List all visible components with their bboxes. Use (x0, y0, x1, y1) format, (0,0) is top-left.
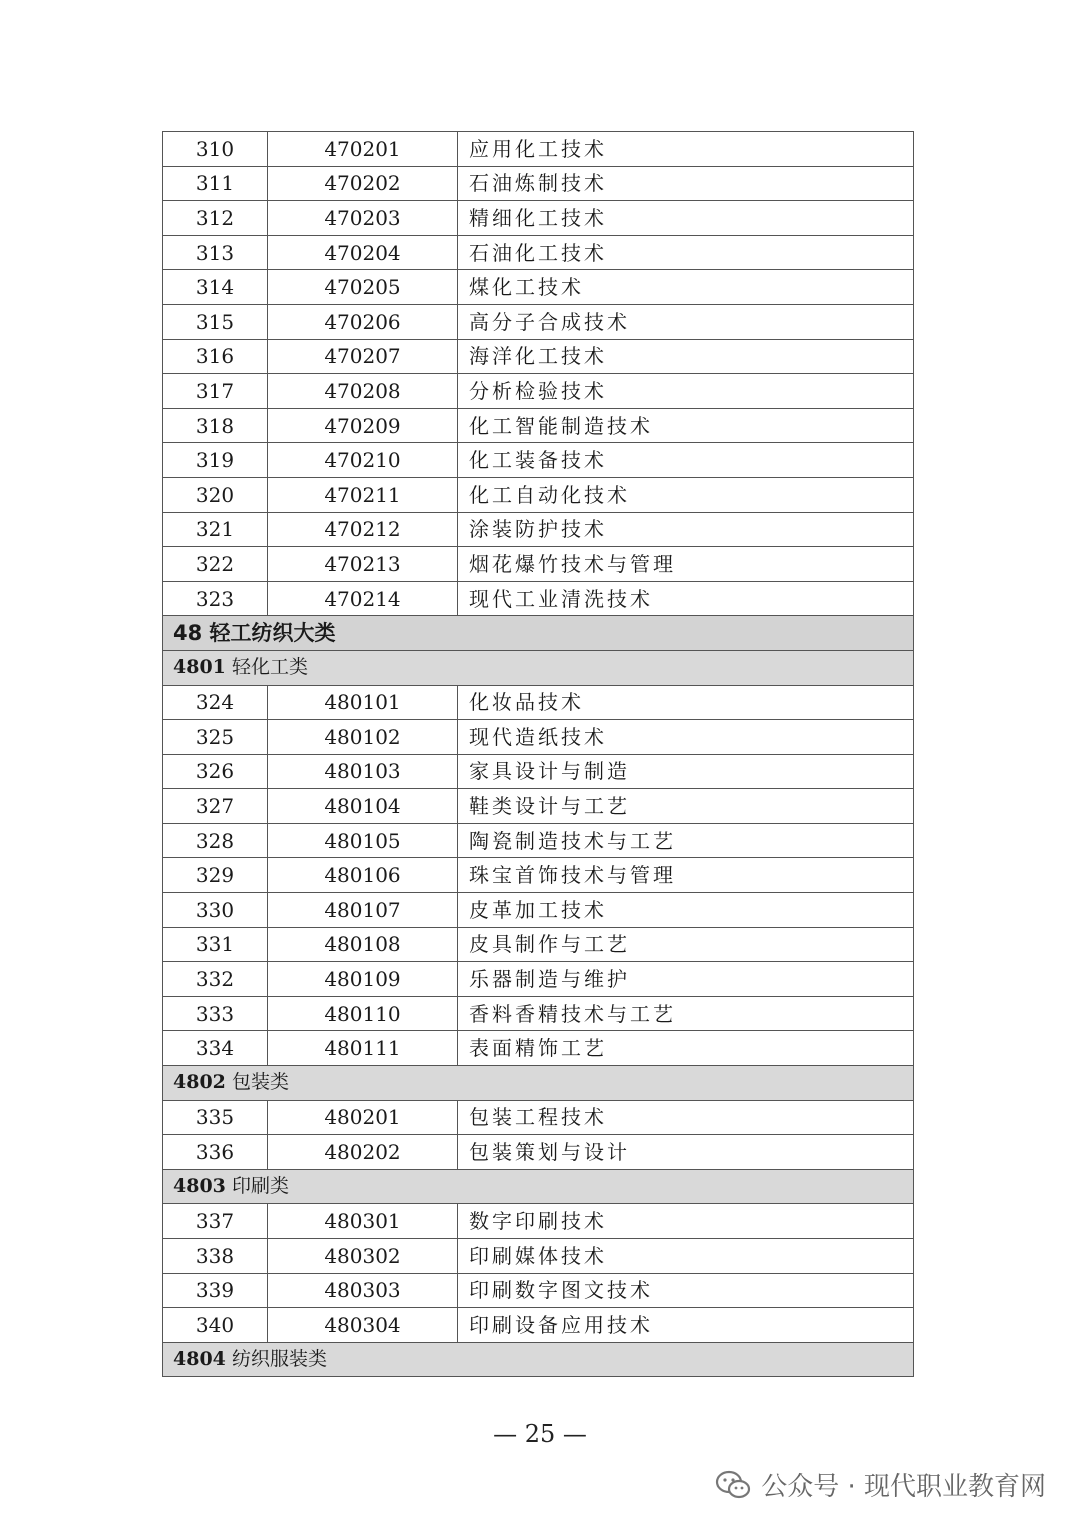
code-cell: 470211 (268, 477, 458, 512)
name-cell: 高分子合成技术 (458, 304, 914, 339)
code-cell: 480108 (268, 927, 458, 962)
table-row (163, 443, 914, 478)
name-cell: 印刷媒体技术 (458, 1239, 914, 1274)
seq-cell: 319 (163, 443, 268, 478)
seq-cell: 327 (163, 789, 268, 824)
seq-cell: 315 (163, 304, 268, 339)
table-row (163, 754, 914, 789)
code-cell: 470201 (268, 132, 458, 167)
code-cell: 470213 (268, 547, 458, 582)
name-cell: 应用化工技术 (458, 132, 914, 167)
name-cell: 包装工程技术 (458, 1100, 914, 1135)
code-cell: 470207 (268, 339, 458, 374)
name-cell: 现代工业清洗技术 (458, 581, 914, 616)
code-cell: 470208 (268, 374, 458, 409)
name-cell: 化工装备技术 (458, 443, 914, 478)
table-row (163, 270, 914, 305)
wechat-icon (715, 1470, 751, 1500)
code-cell: 480104 (268, 789, 458, 824)
table-row (163, 374, 914, 409)
table-row (163, 304, 914, 339)
table-row (163, 1204, 914, 1239)
table-row (163, 512, 914, 547)
sub-category-row (163, 650, 914, 685)
seq-cell: 316 (163, 339, 268, 374)
name-cell: 陶瓷制造技术与工艺 (458, 823, 914, 858)
table-row (163, 720, 914, 755)
table-row (163, 132, 914, 167)
sub-category-row (163, 1169, 914, 1204)
code-cell: 480101 (268, 685, 458, 720)
name-cell: 涂装防护技术 (458, 512, 914, 547)
code-cell: 470210 (268, 443, 458, 478)
table-row (163, 996, 914, 1031)
seq-cell: 317 (163, 374, 268, 409)
code-cell: 470205 (268, 270, 458, 305)
table-row (163, 547, 914, 582)
seq-cell: 329 (163, 858, 268, 893)
seq-cell: 320 (163, 477, 268, 512)
seq-cell: 325 (163, 720, 268, 755)
seq-cell: 310 (163, 132, 268, 167)
table-row (163, 339, 914, 374)
name-cell: 包装策划与设计 (458, 1135, 914, 1170)
code-cell: 470214 (268, 581, 458, 616)
seq-cell: 331 (163, 927, 268, 962)
code-cell: 470203 (268, 201, 458, 236)
table-row (163, 962, 914, 997)
sub-category-code: 4801 (173, 656, 226, 679)
table-row (163, 927, 914, 962)
table-row (163, 789, 914, 824)
name-cell: 烟花爆竹技术与管理 (458, 547, 914, 582)
name-cell: 家具设计与制造 (458, 754, 914, 789)
table-row (163, 1031, 914, 1066)
code-cell: 480303 (268, 1273, 458, 1308)
name-cell: 石油化工技术 (458, 235, 914, 270)
table-row (163, 408, 914, 443)
code-cell: 480301 (268, 1204, 458, 1239)
code-cell: 470212 (268, 512, 458, 547)
name-cell: 表面精饰工艺 (458, 1031, 914, 1066)
sub-category-code: 4802 (173, 1071, 226, 1094)
seq-cell: 338 (163, 1239, 268, 1274)
code-cell: 470204 (268, 235, 458, 270)
code-cell: 480304 (268, 1308, 458, 1343)
sub-category-row (163, 1342, 914, 1377)
sub-category-label: 印刷类 (231, 1175, 289, 1198)
major-category-label: 48 轻工纺织大类 (163, 616, 914, 651)
sub-category-label: 包装类 (231, 1071, 289, 1094)
seq-cell: 336 (163, 1135, 268, 1170)
code-cell: 480103 (268, 754, 458, 789)
page-number: — 25 — (493, 1420, 587, 1448)
sub-category-row (163, 1066, 914, 1101)
table-row (163, 893, 914, 928)
seq-cell: 337 (163, 1204, 268, 1239)
name-cell: 印刷设备应用技术 (458, 1308, 914, 1343)
table-row (163, 581, 914, 616)
sub-category-label: 轻化工类 (231, 656, 308, 679)
code-cell: 480110 (268, 996, 458, 1031)
seq-cell: 335 (163, 1100, 268, 1135)
seq-cell: 339 (163, 1273, 268, 1308)
code-cell: 480106 (268, 858, 458, 893)
name-cell: 皮具制作与工艺 (458, 927, 914, 962)
table-row (163, 1308, 914, 1343)
table-row (163, 1239, 914, 1274)
seq-cell: 330 (163, 893, 268, 928)
code-cell: 470209 (268, 408, 458, 443)
name-cell: 数字印刷技术 (458, 1204, 914, 1239)
seq-cell: 324 (163, 685, 268, 720)
table-row (163, 1135, 914, 1170)
code-cell: 480201 (268, 1100, 458, 1135)
seq-cell: 314 (163, 270, 268, 305)
table-row (163, 858, 914, 893)
name-cell: 香料香精技术与工艺 (458, 996, 914, 1031)
name-cell: 印刷数字图文技术 (458, 1273, 914, 1308)
seq-cell: 333 (163, 996, 268, 1031)
code-cell: 480105 (268, 823, 458, 858)
seq-cell: 322 (163, 547, 268, 582)
seq-cell: 334 (163, 1031, 268, 1066)
seq-cell: 312 (163, 201, 268, 236)
name-cell: 精细化工技术 (458, 201, 914, 236)
watermark-text: 公众号 · 现代职业教育网 (761, 1472, 1046, 1502)
table-row (163, 823, 914, 858)
name-cell: 分析检验技术 (458, 374, 914, 409)
code-cell: 480102 (268, 720, 458, 755)
code-cell: 480302 (268, 1239, 458, 1274)
watermark (715, 1466, 1046, 1503)
seq-cell: 313 (163, 235, 268, 270)
code-cell: 470202 (268, 166, 458, 201)
sub-category-code: 4803 (173, 1175, 226, 1198)
seq-cell: 326 (163, 754, 268, 789)
name-cell: 化工自动化技术 (458, 477, 914, 512)
code-cell: 470206 (268, 304, 458, 339)
table-row (163, 1100, 914, 1135)
code-cell: 480202 (268, 1135, 458, 1170)
seq-cell: 340 (163, 1308, 268, 1343)
name-cell: 皮革加工技术 (458, 893, 914, 928)
name-cell: 化工智能制造技术 (458, 408, 914, 443)
major-catalog-table (162, 131, 914, 1377)
code-cell: 480107 (268, 893, 458, 928)
name-cell: 煤化工技术 (458, 270, 914, 305)
table-row (163, 201, 914, 236)
seq-cell: 328 (163, 823, 268, 858)
name-cell: 海洋化工技术 (458, 339, 914, 374)
seq-cell: 318 (163, 408, 268, 443)
major-category-row (163, 616, 914, 651)
table-row (163, 166, 914, 201)
seq-cell: 332 (163, 962, 268, 997)
table-row (163, 235, 914, 270)
table-row (163, 685, 914, 720)
name-cell: 现代造纸技术 (458, 720, 914, 755)
name-cell: 化妆品技术 (458, 685, 914, 720)
code-cell: 480109 (268, 962, 458, 997)
sub-category-code: 4804 (173, 1348, 226, 1371)
name-cell: 珠宝首饰技术与管理 (458, 858, 914, 893)
table-row (163, 1273, 914, 1308)
sub-category-label: 纺织服装类 (231, 1348, 327, 1371)
seq-cell: 323 (163, 581, 268, 616)
table-row (163, 477, 914, 512)
name-cell: 乐器制造与维护 (458, 962, 914, 997)
name-cell: 石油炼制技术 (458, 166, 914, 201)
seq-cell: 311 (163, 166, 268, 201)
seq-cell: 321 (163, 512, 268, 547)
name-cell: 鞋类设计与工艺 (458, 789, 914, 824)
code-cell: 480111 (268, 1031, 458, 1066)
